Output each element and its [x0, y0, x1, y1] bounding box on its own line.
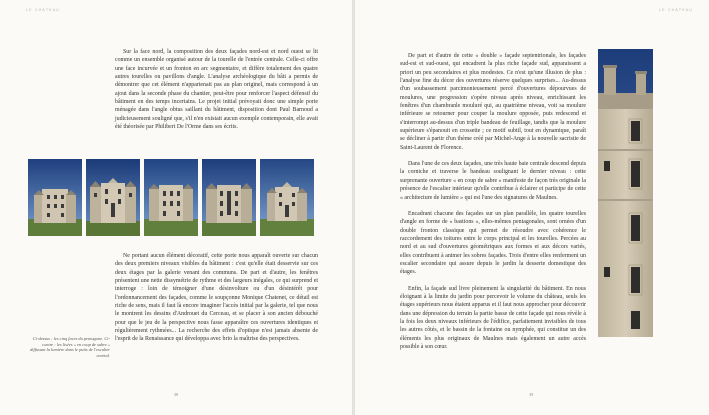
facade-photo-1	[28, 159, 82, 236]
left-text-block-bottom	[115, 252, 318, 344]
photo-strip	[28, 159, 316, 236]
facade-photo-2	[86, 159, 140, 236]
facade-photo-5	[260, 159, 314, 236]
left-page	[0, 0, 352, 415]
right-text-block	[400, 52, 586, 351]
photo-caption: Ci-dessus : les cinq faces du pentagone. Ci-contre : les lisées « en coup de sabre » diffusant la lumière dans le puits de l'escalier central.	[30, 336, 110, 358]
paragraph: Ne portant aucun élément décoratif, cette porte nous apparaît ouverte sur chacun des deux premiers niveaux visibles du bâtiment : c'est qu'elle était desservie sur ces deux étages par la galerie venant des communs. De part et d'autre, les fenêtres présentent une nette dissymétrie de rythme et des largeurs inégales, ce qui surprend et interroge : loin de témoigner d'une désinvolture ou d'un désintérêt pour l'ordonnancement des façades, comme le soupçonne Monique Chatenet, ce détail est riche de sens, mais il faut là encore imaginer l'accès initial par la galerie, tel que nous le montrent les dessins d'Androuet du Cerceau, et se placer à son ancien débouché pour que le jeu de la perspective nous fasse apparaître ces ouvertures identiques et régulièrement rythmées... La recherche des effets d'optique n'est jamais absente de l'esprit de la Renaissance qui développa avec brio la maîtrise des perspectives.	[115, 253, 318, 343]
facade-photo-3	[144, 159, 198, 236]
paragraph: Sur la face nord, la composition des deux façades nord-est et nord ouest se lit comme un ensemble organisé autour de la tourelle de l'entrée centrale. Celle-ci offre une face incurvée et un fronton en arc segmentaire, et diffère totalement des quatre autres tourelles ou pavillons d'angle. L'analyse archéologique du bâti a permis de démontrer que cet élément n'appartenait pas au plan originel, mais correspond à un ajout dans la seconde phase du chantier, peut-être pour renforcer l'aspect défensif du bâtiment en des temps incertains. Le projet initial prévoyait donc une simple porte ménagée dans l'angle obtus saillant du bâtiment, disposition dont Paul Barnoud a judicieusement souligné que, s'il n'en existait aucun exemple contemporain, elle avait été théorisée par Philibert De l'Orme dans ses écrits.	[115, 49, 318, 131]
paragraph: De part et d'autre de cette « double » façade septentrionale, les façades sud-est et sud-ouest, qui encadrent la plus riche façade sud, apparaissent a priori un peu secondaires et plus modestes. Ce n'est qu'une illusion de plus : l'analyse fine du décor des ouvertures réserve quelques surprises... Au-dessus d'un soubassement parcimonieusement percé d'ouvertures dépourvues de moulures, une progression s'opère niveau après niveau, enrichissant les fenêtres d'un chambranle mouluré qui, au quatrième niveau, voit sa moulure inférieure se retourner pour couper la moulure opposée, puis redescend et s'interrompt au-dessus d'un triple bandeau de feuillage, tandis que la moulure supérieure s'épanouit en crossette ; ce motif subtil, tout en dynamique, paraît se décliner à partir d'un thème créé par Michel-Ange à la nouvelle sacristie de Saint-Laurent de Florence.	[400, 53, 586, 151]
left-text-block-top	[115, 48, 318, 131]
facade-photo-4	[202, 159, 256, 236]
running-head-left: LE CHÂTEAU	[26, 8, 60, 12]
running-head-right: LE CHÂTEAU	[659, 8, 693, 12]
paragraph: Encadrant chacune des façades sur un plan parallèle, les quatre tourelles d'angle en forme de « bastions », elles-mêmes pentagonales, sont ornées d'un double fronton classique qui permet de résoudre avec cohérence le raccordement des toitures entre le corps principal et les tourelles. Percées au nord et au sud d'ouvertures géométriques aux formes et aux décors variés, elles contribuent à animer les sobres façades. Trois d'entre elles renferment un escalier secondaire qui assure depuis le jardin la desserte domestique des étages.	[400, 210, 586, 276]
tall-facade-photo	[598, 49, 653, 337]
page-number-right: 39	[529, 392, 534, 397]
paragraph: Enfin, la façade sud livre pleinement la singularité du bâtiment. En nous éloignant à la limite du jardin pour percevoir le volume du château, seuls les étages supérieurs nous étaient apparus et il faut nous approcher pour découvrir dans une dépression du terrain la partie basse de cette façade qui nous révèle à la fois les deux niveaux inférieurs de l'édifice, parfaitement invisibles de tous les autres côtés, et le bassin de la fontaine ou nymphée, qui constitue un des éléments les plus originaux de Maulnes mais également un autre accès possible à son cœur.	[400, 285, 586, 350]
page-number-left: 38	[174, 392, 179, 397]
paragraph: Dans l'une de ces deux façades, une très haute baie centrale descend depuis la corniche et traverse le bandeau soulignant le dernier niveau : cette surprenante ouverture « en coup de sabre » manifeste de façon très originale la présence de l'escalier intérieur qu'elle contribue à éclairer et participe de cette « architecture de lumière » qui est l'une des signatures de Maulnes.	[400, 161, 586, 201]
